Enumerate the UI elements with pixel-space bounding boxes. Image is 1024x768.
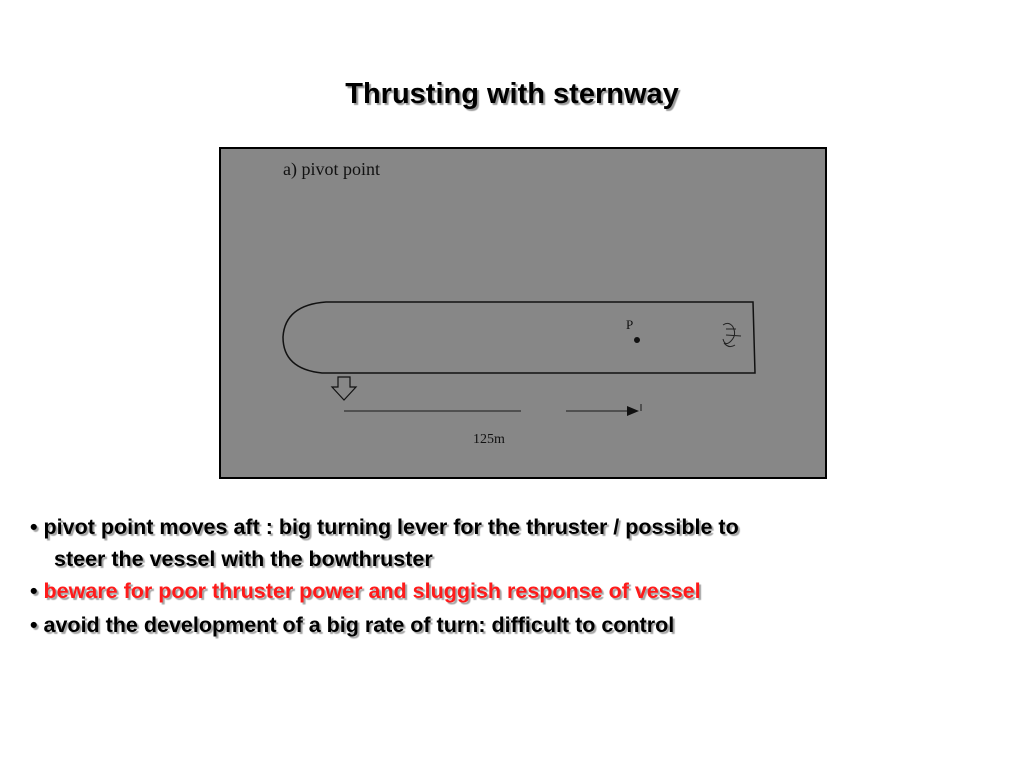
bullet-marker: • [30, 613, 38, 637]
bullet-list [30, 510, 1010, 642]
bullet-item [30, 574, 1010, 608]
bullet-item [30, 510, 1010, 574]
bullet-marker: • [30, 579, 38, 603]
bullet-item [30, 608, 1010, 642]
diagram-canvas [221, 149, 825, 477]
pivot-point-diagram [219, 147, 827, 479]
length-label: 125m [473, 432, 505, 447]
pivot-label: P [626, 317, 634, 332]
propeller-icon [723, 323, 741, 346]
bullet-marker: • [30, 515, 38, 539]
bullet-text: avoid the development of a big rate of turn: difficult to control [43, 613, 675, 637]
dimension-arrow [344, 404, 641, 416]
bullet-continuation: steer the vessel with the bowthruster [54, 547, 433, 571]
diagram-caption: a) pivot point [283, 159, 380, 179]
thruster-arrow [332, 377, 356, 400]
pivot-point-marker [634, 337, 640, 343]
bullet-text-warning: beware for poor thruster power and sluggish response of vessel [43, 579, 701, 603]
ship-hull [283, 302, 755, 373]
bullet-text: pivot point moves aft : big turning lever for the thruster / possible to [43, 515, 739, 539]
slide-title: Thrusting with sternway [345, 78, 679, 110]
